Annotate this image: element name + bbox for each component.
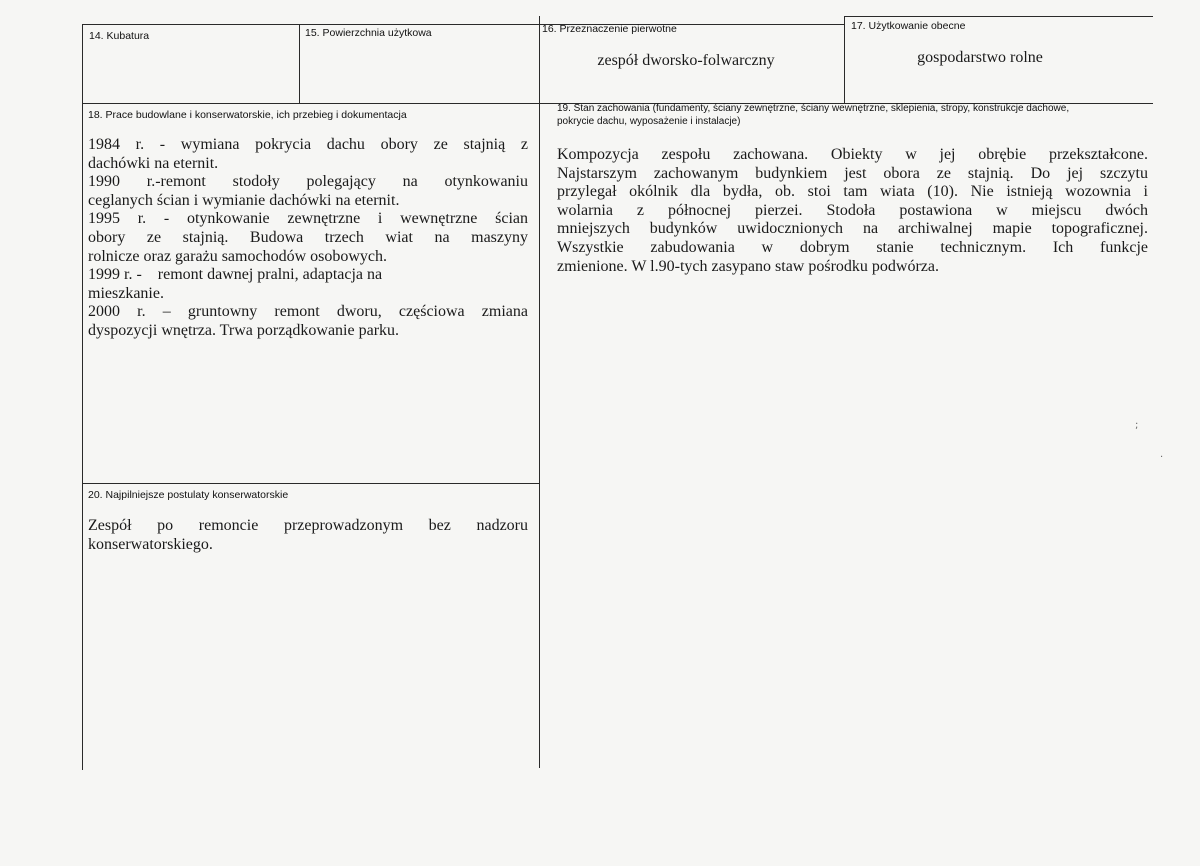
field-19-line: Wszystkie zabudowania w dobrym stanie technicznym. Ich funkcje: [557, 238, 1148, 256]
field-19-line: przylegał okólnik dla bydła, ob. stoi tam wiata (10). Nie istnieją wozownia i: [557, 183, 1148, 201]
field-18-line: rolnicze oraz garażu samochodów osobowych.: [88, 247, 387, 265]
field-19-line: Najstarszym zachowanym budynkiem jest obora ze stajnią. Do jej szczytu: [557, 164, 1148, 182]
field-18-line: mieszkanie.: [88, 284, 164, 302]
scan-speck: ·: [1160, 452, 1164, 463]
field-19-line: Kompozycja zespołu zachowana. Obiekty w jej obrębie przekształcone.: [557, 146, 1148, 163]
field-20-text: [88, 517, 528, 554]
top-border-right: [844, 16, 1153, 17]
field-19-line: mniejszych budynków uwidocznionych na archiwalnej mapie topograficznej.: [557, 220, 1148, 238]
field-16-value: zespół dworsko-folwarczny: [597, 52, 775, 69]
top-border-left: [82, 24, 844, 25]
field-18-line: 1995 r. - otynkowanie zewnętrzne i wewnętrzne ścian: [88, 210, 528, 228]
field-18-line: 1999 r. - remont dawnej pralni, adaptacja na: [88, 266, 383, 284]
field-18-text: [88, 136, 528, 341]
field-16-label: 16. Przeznaczenie pierwotne: [542, 23, 677, 35]
field-18-label: 18. Prace budowlane i konserwatorskie, ich przebieg i dokumentacja: [88, 109, 407, 121]
field-18-line: 1990 r.-remont stodoły polegający na otynkowaniu: [88, 173, 528, 191]
field-14-label: 14. Kubatura: [89, 30, 150, 42]
center-divider: [539, 16, 540, 768]
field-19-line: wolarnia z północnej pierzei. Stodoła postawiona w miejscu dwóch: [557, 201, 1148, 219]
field-20-line: konserwatorskiego.: [88, 535, 213, 553]
field-18-line: 2000 r. – gruntowny remont dworu, częściowa zmiana: [88, 303, 528, 321]
field-18-line: dachówki na eternit.: [88, 154, 219, 172]
field-18-line: ceglanych ścian i wymianie dachówki na eternit.: [88, 191, 400, 209]
field-18-line: dyspozycji wnętrza. Trwa porządkowanie parku.: [88, 321, 400, 339]
field-19-line: zmienione. W l.90-tych zasypano staw pośrodku podwórza.: [557, 257, 939, 275]
field-17-label: 17. Użytkowanie obecne: [851, 20, 966, 32]
field-19-text: [557, 146, 1148, 276]
field-19-label-line-1: 19. Stan zachowania (fundamenty, ściany zewnętrzne, ściany wewnętrzne, sklepienia, stropy, konstrukcje dachowe,: [557, 103, 1070, 114]
field-18-line: 1984 r. - wymiana pokrycia dachu obory ze stajnią z: [88, 136, 528, 153]
field-17-value: gospodarstwo rolne: [917, 49, 1043, 66]
field-20-line: Zespół po remoncie przeprowadzonym bez nadzoru: [88, 517, 528, 534]
row-divider-18-20: [82, 483, 539, 484]
field-20-label: 20. Najpilniejsze postulaty konserwatorskie: [88, 489, 289, 501]
field-18-line: obory ze stajnią. Budowa trzech wiat na maszyny: [88, 228, 528, 246]
field-19-label-line-2: pokrycie dachu, wyposażenie i instalacje): [557, 116, 741, 127]
scan-speck: ;: [1135, 420, 1139, 431]
divider-16-17: [844, 16, 845, 103]
field-15-label: 15. Powierzchnia użytkowa: [305, 27, 432, 39]
left-border: [82, 24, 83, 770]
divider-14-15: [299, 24, 300, 103]
